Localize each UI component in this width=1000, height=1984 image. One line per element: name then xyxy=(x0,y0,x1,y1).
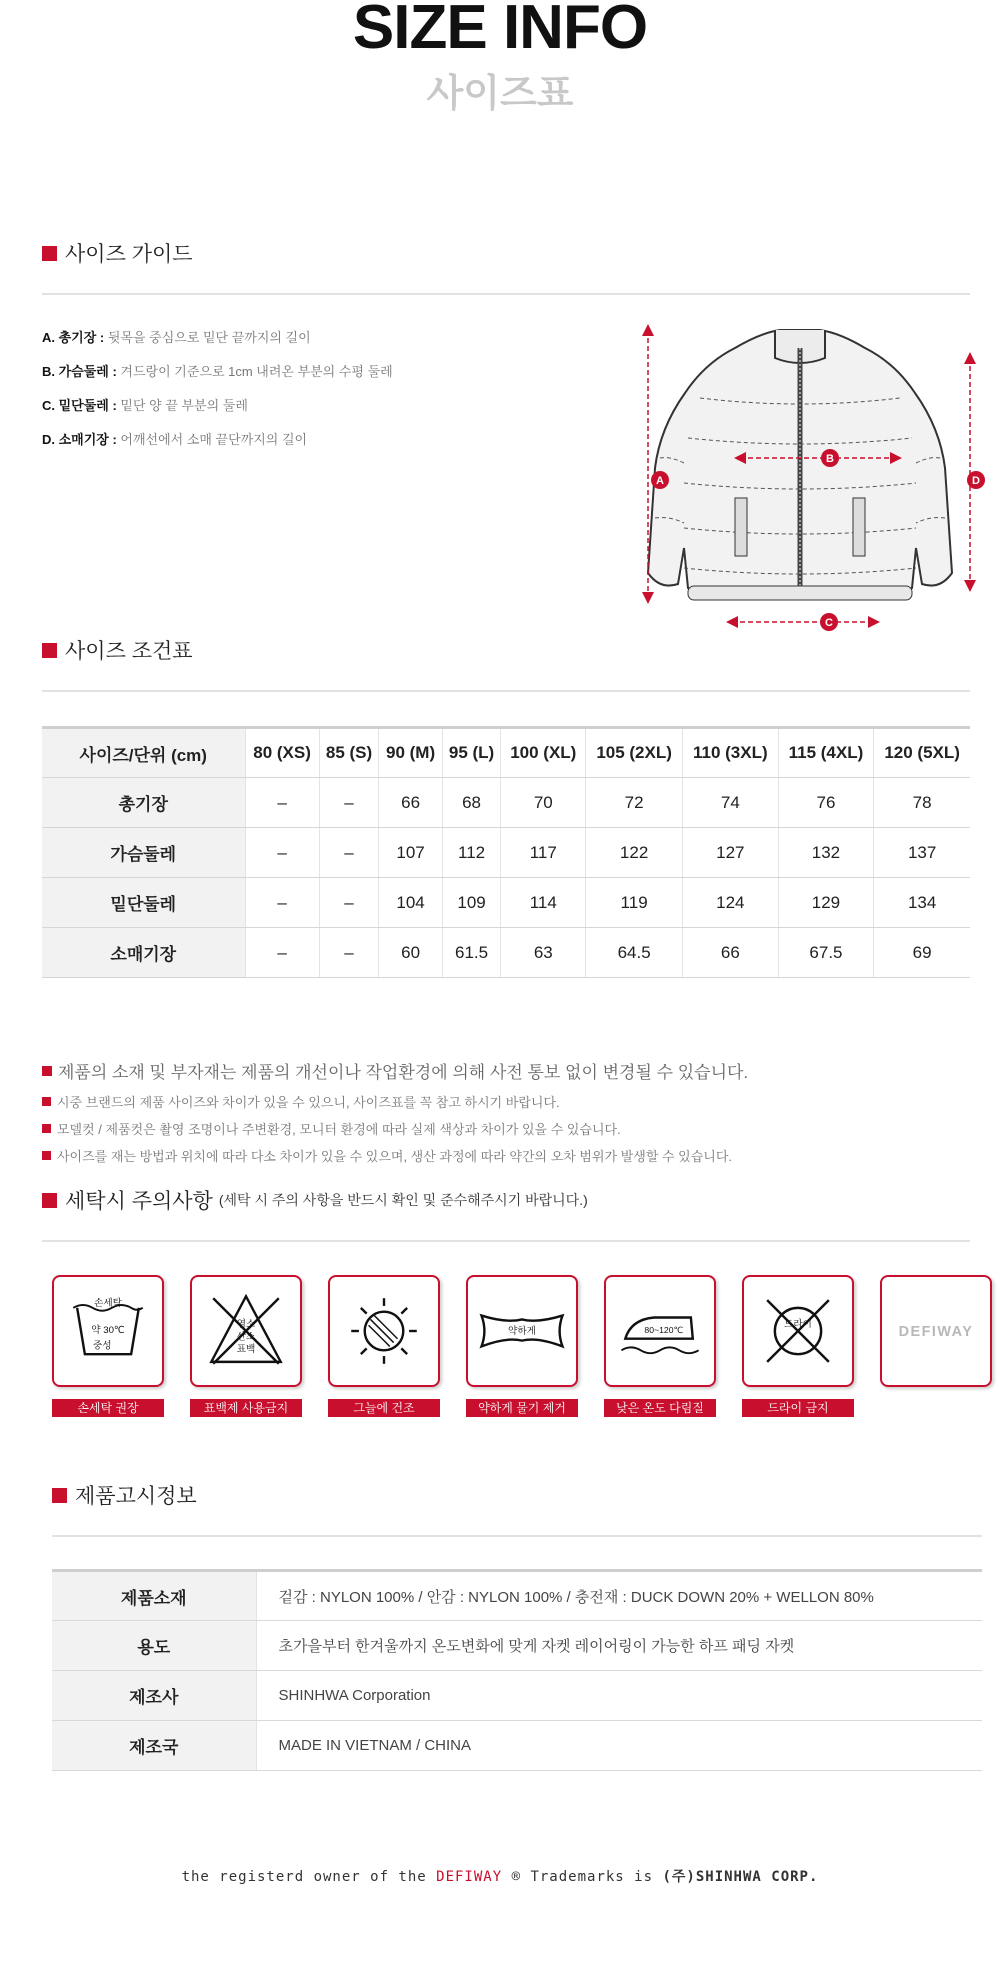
row-value: 초가을부터 한겨울까지 온도변화에 맞게 자켓 레이어링이 가능한 하프 패딩 자켓 xyxy=(256,1621,982,1671)
table-header-row xyxy=(42,728,970,778)
table-cell: 132 xyxy=(778,828,874,878)
table-cell: 66 xyxy=(379,778,442,828)
jacket-diagram xyxy=(640,318,985,638)
table-row xyxy=(42,778,970,828)
header-cell: 90 (M) xyxy=(379,728,442,778)
note-item: 사이즈를 재는 방법과 위치에 따라 다소 차이가 있을 수 있으며, 생산 과정에 따라 약간의 오차 범위가 발생할 수 있습니다. xyxy=(42,1146,748,1165)
table-cell: 117 xyxy=(501,828,586,878)
note-item: 시중 브랜드의 제품 사이즈와 차이가 있을 수 있으니, 사이즈표를 꼭 참고 하시기 바랍니다. xyxy=(42,1092,748,1111)
table-cell: 66 xyxy=(683,928,779,978)
care-label: 표백제 사용금지 xyxy=(190,1399,302,1417)
svg-text:손세탁: 손세탁 xyxy=(94,1297,122,1309)
low-iron-icon xyxy=(604,1275,716,1387)
row-label: 제품소재 xyxy=(52,1571,256,1621)
table-cell: 69 xyxy=(874,928,970,978)
table-cell: – xyxy=(319,928,379,978)
footer-brand: DEFIWAY xyxy=(436,1869,503,1885)
guide-item-c: C. 밑단둘레 : 밑단 양 끝 부분의 둘레 xyxy=(42,398,248,413)
row-label: 제조국 xyxy=(52,1721,256,1771)
marker-c: C xyxy=(825,617,833,629)
table-cell: 70 xyxy=(501,778,586,828)
header-cell: 사이즈/단위 (cm) xyxy=(42,728,245,778)
table-cell: – xyxy=(319,828,379,878)
size-table-heading: 사이즈 조건표 xyxy=(42,635,193,665)
header-cell: 100 (XL) xyxy=(501,728,586,778)
table-cell: 119 xyxy=(586,878,683,928)
table-cell: 64.5 xyxy=(586,928,683,978)
table-cell: – xyxy=(319,878,379,928)
product-info-heading: 제품고시정보 xyxy=(52,1480,197,1510)
no-dry-clean-icon xyxy=(742,1275,854,1387)
table-row xyxy=(52,1571,982,1621)
row-value: MADE IN VIETNAM / CHINA xyxy=(256,1721,982,1771)
divider xyxy=(42,293,970,295)
guide-item-b: B. 가슴둘레 : 겨드랑이 기준으로 1cm 내려온 부분의 수평 둘레 xyxy=(42,364,393,379)
table-cell: 76 xyxy=(778,778,874,828)
bullet-square-icon xyxy=(42,1066,52,1076)
table-cell: 127 xyxy=(683,828,779,878)
size-guide-heading: 사이즈 가이드 xyxy=(42,238,193,268)
row-value: 겉감 : NYLON 100% / 안감 : NYLON 100% / 충전재 : DUCK DOWN 20% + WELLON 80% xyxy=(256,1571,982,1621)
table-cell: – xyxy=(245,778,319,828)
table-row xyxy=(52,1621,982,1671)
shade-dry-icon xyxy=(328,1275,440,1387)
page-title: SIZE INFO xyxy=(352,0,648,62)
table-cell: – xyxy=(319,778,379,828)
header-cell: 80 (XS) xyxy=(245,728,319,778)
table-cell: 72 xyxy=(586,778,683,828)
header-cell: 95 (L) xyxy=(442,728,501,778)
table-row xyxy=(42,928,970,978)
svg-text:약 30℃: 약 30℃ xyxy=(91,1324,125,1336)
bullet-square-icon xyxy=(42,1124,51,1133)
svg-text:DEFIWAY: DEFIWAY xyxy=(898,1323,974,1340)
table-cell: – xyxy=(245,828,319,878)
divider xyxy=(52,1535,982,1537)
product-info-table xyxy=(52,1569,982,1771)
gentle-wring-icon xyxy=(466,1275,578,1387)
care-label: 드라이 금지 xyxy=(742,1399,854,1417)
row-label: 가슴둘레 xyxy=(42,828,245,878)
care-label: 그늘에 건조 xyxy=(328,1399,440,1417)
table-cell: 112 xyxy=(442,828,501,878)
table-cell: – xyxy=(245,928,319,978)
row-label: 총기장 xyxy=(42,778,245,828)
marker-a: A xyxy=(656,475,664,487)
table-cell: 67.5 xyxy=(778,928,874,978)
table-cell: 129 xyxy=(778,878,874,928)
page-subtitle: 사이즈표 xyxy=(426,73,574,115)
guide-item-d: D. 소매기장 : 어깨선에서 소매 끝단까지의 길이 xyxy=(42,432,308,447)
row-label: 제조사 xyxy=(52,1671,256,1721)
marker-d: D xyxy=(972,475,980,487)
svg-text:약하게: 약하게 xyxy=(508,1325,536,1337)
footer-trademark: the registerd owner of the DEFIWAY ® Trademarks is (주)SHINHWA CORP. xyxy=(181,1869,819,1885)
hand-wash-icon xyxy=(52,1275,164,1387)
table-cell: 78 xyxy=(874,778,970,828)
table-cell: 74 xyxy=(683,778,779,828)
table-cell: 114 xyxy=(501,878,586,928)
header-cell: 85 (S) xyxy=(319,728,379,778)
bullet-square-icon xyxy=(42,1097,51,1106)
header-cell: 110 (3XL) xyxy=(683,728,779,778)
table-cell: 61.5 xyxy=(442,928,501,978)
notes-list xyxy=(42,1058,748,1173)
care-heading: 세탁시 주의사항 (세탁 시 주의 사항을 반드시 확인 및 준수해주시기 바랍니다.) xyxy=(42,1185,588,1215)
table-cell: 109 xyxy=(442,878,501,928)
table-row xyxy=(42,878,970,928)
guide-item-a: A. 총기장 : 뒷목을 중심으로 밑단 끝까지의 길이 xyxy=(42,330,311,345)
svg-text:염소: 염소 xyxy=(236,1319,256,1331)
table-cell: 137 xyxy=(874,828,970,878)
no-bleach-icon xyxy=(190,1275,302,1387)
header-cell: 120 (5XL) xyxy=(874,728,970,778)
bullet-square-icon xyxy=(42,643,57,658)
table-cell: 60 xyxy=(379,928,442,978)
table-row xyxy=(42,828,970,878)
row-label: 용도 xyxy=(52,1621,256,1671)
table-cell: 104 xyxy=(379,878,442,928)
bullet-square-icon xyxy=(42,246,57,261)
svg-text:드라이: 드라이 xyxy=(784,1319,812,1331)
row-value: SHINHWA Corporation xyxy=(256,1671,982,1721)
svg-text:중성: 중성 xyxy=(92,1340,112,1352)
bullet-square-icon xyxy=(52,1488,67,1503)
divider xyxy=(42,690,970,692)
header-cell: 105 (2XL) xyxy=(586,728,683,778)
care-label: 약하게 물기 제거 xyxy=(466,1399,578,1417)
table-cell: 68 xyxy=(442,778,501,828)
bullet-square-icon xyxy=(42,1193,57,1208)
table-cell: – xyxy=(245,878,319,928)
divider xyxy=(42,1240,970,1242)
row-label: 소매기장 xyxy=(42,928,245,978)
marker-b: B xyxy=(826,453,834,465)
table-cell: 122 xyxy=(586,828,683,878)
table-row xyxy=(52,1671,982,1721)
care-label: 손세탁 권장 xyxy=(52,1399,164,1417)
table-cell: 124 xyxy=(683,878,779,928)
table-row xyxy=(52,1721,982,1771)
svg-text:표백: 표백 xyxy=(236,1344,256,1356)
svg-text:산소: 산소 xyxy=(236,1331,256,1343)
care-label: 낮은 온도 다림질 xyxy=(604,1399,716,1417)
size-table xyxy=(42,726,970,978)
note-main: 제품의 소재 및 부자재는 제품의 개선이나 작업환경에 의해 사전 통보 없이 변경될 수 있습니다. xyxy=(42,1058,748,1083)
bullet-square-icon xyxy=(42,1151,51,1160)
table-cell: 107 xyxy=(379,828,442,878)
table-cell: 134 xyxy=(874,878,970,928)
svg-text:80~120℃: 80~120℃ xyxy=(644,1324,684,1335)
row-label: 밑단둘레 xyxy=(42,878,245,928)
table-cell: 63 xyxy=(501,928,586,978)
brand-logo xyxy=(880,1275,992,1387)
header-cell: 115 (4XL) xyxy=(778,728,874,778)
note-item: 모델컷 / 제품컷은 촬영 조명이나 주변환경, 모니터 환경에 따라 실제 색상과 차이가 있을 수 있습니다. xyxy=(42,1119,748,1138)
